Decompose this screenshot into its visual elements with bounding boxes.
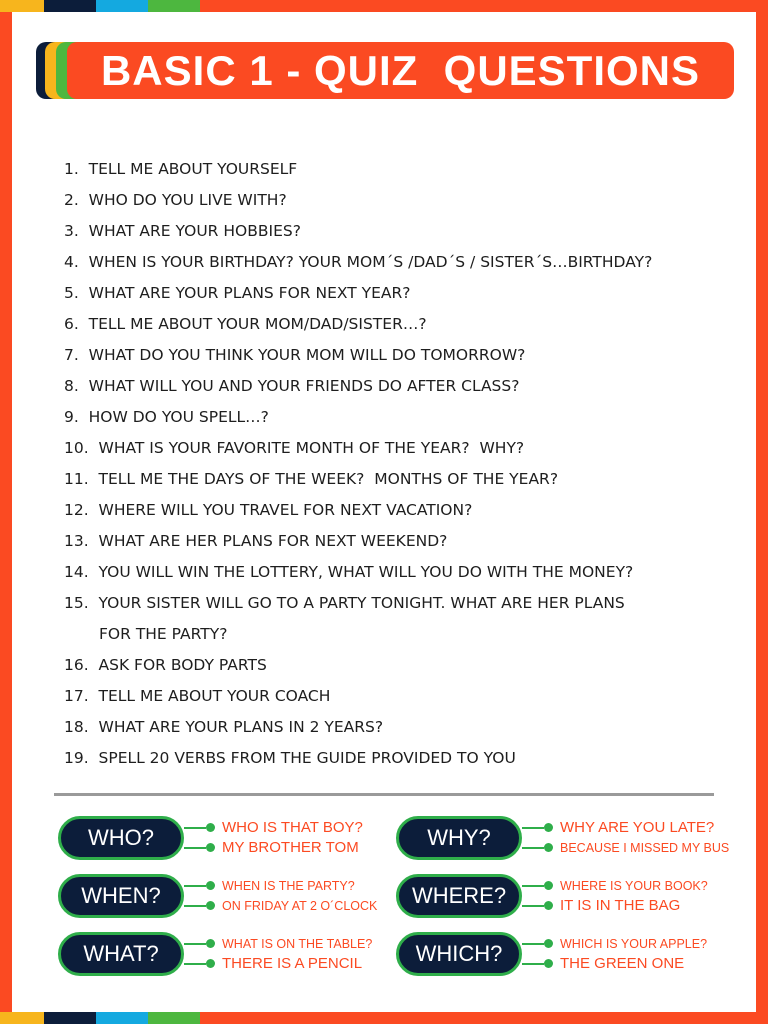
question-item: 15. YOUR SISTER WILL GO TO A PARTY TONIGHT. WHAT ARE HER PLANS bbox=[64, 594, 625, 612]
wh-which-question: WHICH IS YOUR APPLE? bbox=[560, 937, 708, 951]
title-banner bbox=[36, 42, 734, 99]
question-item: 1. TELL ME ABOUT YOURSELF bbox=[64, 160, 298, 178]
wh-why-answer: BECAUSE I MISSED MY BUS bbox=[560, 841, 730, 855]
bullet-dot bbox=[206, 843, 215, 852]
bullet-dot bbox=[206, 959, 215, 968]
wh-why-group bbox=[396, 816, 730, 862]
question-item: 14. YOU WILL WIN THE LOTTERY, WHAT WILL YOU DO WITH THE MONEY? bbox=[64, 563, 634, 581]
page-title: BASIC 1 - QUIZ QUESTIONS bbox=[100, 46, 701, 94]
wh-which-answer: THE GREEN ONE bbox=[560, 955, 685, 972]
wh-which-group bbox=[396, 932, 726, 978]
frame-right-border bbox=[756, 0, 768, 1024]
wh-when-pill: WHEN? bbox=[58, 874, 184, 918]
bullet-dot bbox=[206, 901, 215, 910]
bullet-dot bbox=[544, 939, 553, 948]
question-item: 5. WHAT ARE YOUR PLANS FOR NEXT YEAR? bbox=[64, 284, 411, 302]
wh-who-answer: MY BROTHER TOM bbox=[222, 839, 359, 856]
bullet-dot bbox=[544, 823, 553, 832]
question-item: 13. WHAT ARE HER PLANS FOR NEXT WEEKEND? bbox=[64, 532, 448, 550]
question-item: 19. SPELL 20 VERBS FROM THE GUIDE PROVIDED TO YOU bbox=[64, 749, 516, 767]
wh-what-question: WHAT IS ON THE TABLE? bbox=[222, 937, 373, 951]
bullet-dot bbox=[206, 939, 215, 948]
wh-what-pill: WHAT? bbox=[58, 932, 184, 976]
question-item: 3. WHAT ARE YOUR HOBBIES? bbox=[64, 222, 301, 240]
wh-who-group bbox=[58, 816, 388, 862]
wh-who-pill: WHO? bbox=[58, 816, 184, 860]
wh-what-group bbox=[58, 932, 388, 978]
question-item: 18. WHAT ARE YOUR PLANS IN 2 YEARS? bbox=[64, 718, 384, 736]
question-list bbox=[64, 154, 744, 774]
question-item: 8. WHAT WILL YOU AND YOUR FRIENDS DO AFTER CLASS? bbox=[64, 377, 520, 395]
wh-when-answer: ON FRIDAY AT 2 O´CLOCK bbox=[222, 899, 378, 913]
bullet-dot bbox=[544, 881, 553, 890]
question-item: 17. TELL ME ABOUT YOUR COACH bbox=[64, 687, 331, 705]
bottom-color-strip bbox=[0, 1012, 768, 1024]
question-item-continuation: FOR THE PARTY? bbox=[99, 625, 228, 643]
question-item: 16. ASK FOR BODY PARTS bbox=[64, 656, 267, 674]
bullet-dot bbox=[206, 823, 215, 832]
question-item: 4. WHEN IS YOUR BIRTHDAY? YOUR MOM´S /DAD´S / SISTER´S…BIRTHDAY? bbox=[64, 253, 653, 271]
question-item: 7. WHAT DO YOU THINK YOUR MOM WILL DO TOMORROW? bbox=[64, 346, 526, 364]
bullet-dot bbox=[544, 959, 553, 968]
question-item: 2. WHO DO YOU LIVE WITH? bbox=[64, 191, 287, 209]
wh-where-pill: WHERE? bbox=[396, 874, 522, 918]
question-item: 6. TELL ME ABOUT YOUR MOM/DAD/SISTER…? bbox=[64, 315, 427, 333]
wh-why-pill: WHY? bbox=[396, 816, 522, 860]
bullet-dot bbox=[206, 881, 215, 890]
section-divider bbox=[54, 793, 714, 796]
top-color-strip bbox=[0, 0, 768, 12]
wh-who-question: WHO IS THAT BOY? bbox=[222, 819, 363, 836]
wh-where-question: WHERE IS YOUR BOOK? bbox=[560, 879, 708, 893]
wh-when-group bbox=[58, 874, 388, 920]
question-item: 9. HOW DO YOU SPELL…? bbox=[64, 408, 269, 426]
frame-left-border bbox=[0, 0, 12, 1024]
wh-when-question: WHEN IS THE PARTY? bbox=[222, 879, 355, 893]
wh-where-group bbox=[396, 874, 726, 920]
bullet-dot bbox=[544, 901, 553, 910]
wh-why-question: WHY ARE YOU LATE? bbox=[560, 819, 715, 836]
question-item: 12. WHERE WILL YOU TRAVEL FOR NEXT VACATION? bbox=[64, 501, 473, 519]
bullet-dot bbox=[544, 843, 553, 852]
wh-where-answer: IT IS IN THE BAG bbox=[560, 897, 681, 914]
wh-what-answer: THERE IS A PENCIL bbox=[222, 955, 363, 972]
question-item: 11. TELL ME THE DAYS OF THE WEEK? MONTHS OF THE YEAR? bbox=[64, 470, 559, 488]
wh-which-pill: WHICH? bbox=[396, 932, 522, 976]
question-item: 10. WHAT IS YOUR FAVORITE MONTH OF THE YEAR? WHY? bbox=[64, 439, 525, 457]
